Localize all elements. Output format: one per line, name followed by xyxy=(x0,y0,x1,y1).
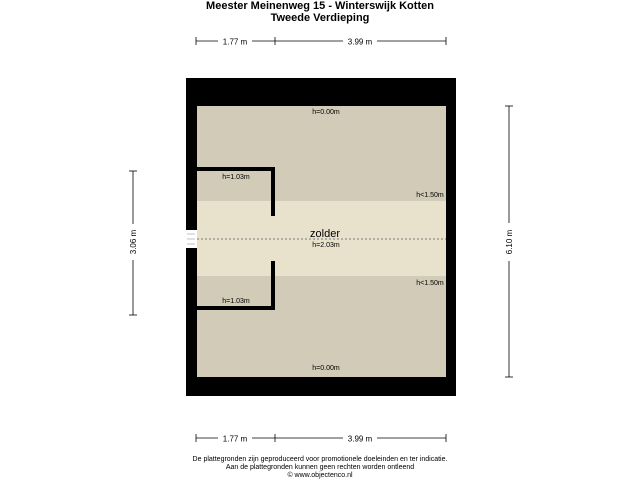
disclaimer-line-1: De plattegronden zijn geproduceerd voor promotionele doeleinden en ter indicatie. xyxy=(192,456,448,463)
bottom-dimension xyxy=(196,432,446,444)
dimension-left: 3.06 m xyxy=(129,229,138,255)
height-label-top: h=0.00m xyxy=(312,109,340,116)
dimension-bottom-right: 3.99 m xyxy=(347,434,373,444)
height-label-bottom: h=0.00m xyxy=(312,365,340,372)
dimension-right: 6.10 m xyxy=(505,229,514,255)
right-dimension xyxy=(503,106,515,377)
height-label-nook-upper: h=1.03m xyxy=(222,174,250,181)
dimension-bottom-left: 1.77 m xyxy=(222,434,248,444)
dimension-top-right: 3.99 m xyxy=(347,37,373,47)
height-label-nook-lower: h=1.03m xyxy=(222,298,250,305)
left-dimension xyxy=(127,171,139,315)
copyright: © www.objectenco.nl xyxy=(287,472,353,479)
plan-title: Meester Meinenweg 15 - Winterswijk Kotten xyxy=(206,0,434,12)
disclaimer-line-2: Aan de plattegronden kunnen geen rechten worden ontleend xyxy=(225,464,415,471)
top-dimension xyxy=(196,35,446,47)
plan-subtitle: Tweede Verdieping xyxy=(270,12,370,24)
height-label-right-lower: h<1.50m xyxy=(416,280,444,287)
height-label-right-upper: h<1.50m xyxy=(416,192,444,199)
room-name: zolder xyxy=(310,228,340,240)
dimension-top-left: 1.77 m xyxy=(222,37,248,47)
height-label-center: h=2.03m xyxy=(312,242,340,249)
